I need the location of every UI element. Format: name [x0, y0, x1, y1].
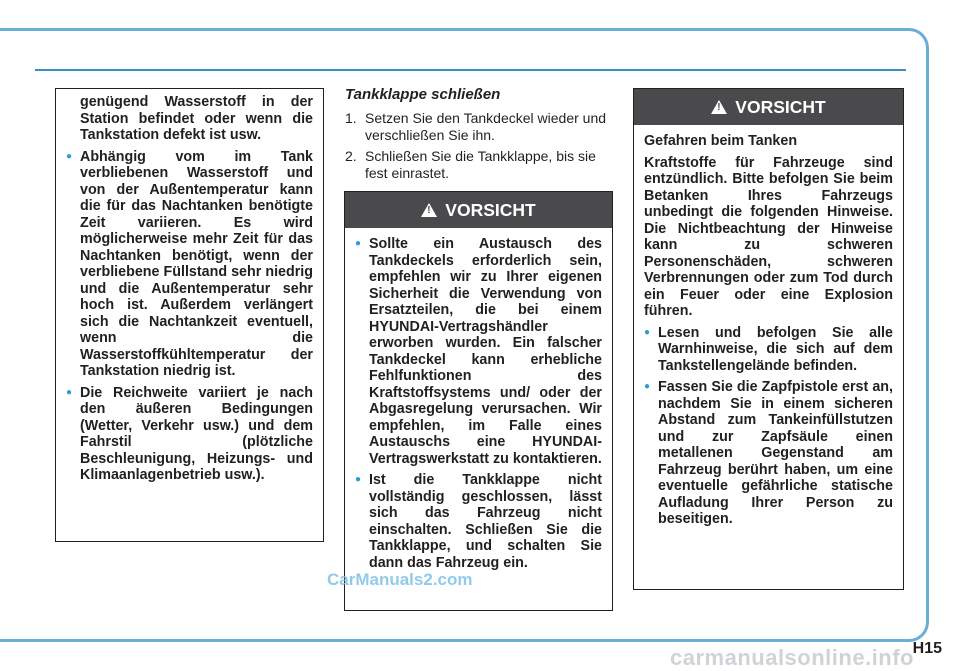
step-text: Setzen Sie den Tankdeckel wieder und verschließen Sie ihn. [365, 110, 607, 143]
warning-triangle-icon: ! [711, 100, 727, 114]
step-number: 2. [345, 148, 357, 164]
caution-header [634, 89, 903, 125]
info-box-refuel-notes [55, 88, 324, 542]
footer-watermark: carmanualsonline.info [670, 645, 914, 670]
header-rule [35, 69, 906, 71]
caution-intro: Kraftstoffe für Fahrzeuge sind entzündlich. Bitte befolgen Sie beim Betanken Ihres Fahrzeugs unbedingt die folgenden Hinweise. Die Nichtbeachtung der Hinweise kann zu schweren Personenschäden, schweren Verbrennungen oder zum Tod durch ein Feuer oder eine Explosion führen. [644, 154, 893, 319]
step-item [345, 148, 615, 181]
caution-label: VORSICHT [445, 199, 536, 220]
inline-watermark: CarManuals2.com [327, 570, 473, 589]
list-item: ● Lesen und befolgen Sie alle Warnhinweise, die sich auf dem Tankstellengelände befinden. [644, 325, 893, 375]
step-item [345, 110, 615, 143]
list-item: ● Fassen Sie die Zapfpistole erst an, nachdem Sie in einem sicheren Abstand zum Tankeinfüllstutzen und zur Zapfsäule einen metallenen Gegenstand am Fahrzeug berührt haben, um eine eventuelle gefährliche statische Aufladung Ihrer Person zu beseitigen. [644, 379, 893, 528]
caution-header [345, 192, 612, 228]
step-number: 1. [345, 110, 357, 126]
section-title: Tankklappe schließen [345, 86, 501, 103]
list-item: ● Ist die Tankklappe nicht vollständig geschlossen, lässt sich das Fahrzeug nicht einschalten. Schließen Sie die Tankklappe, und schalten Sie dann das Fahrzeug ein. [355, 472, 602, 571]
warning-triangle-icon: ! [421, 203, 437, 217]
caution-box-refueling-hazards [633, 88, 904, 590]
caution-label: VORSICHT [735, 96, 826, 117]
list-item: ● Abhängig vom im Tank verbliebenen Wasserstoff und von der Außentemperatur kann die für das Nachtanken benötigte Zeit variieren. Es wird möglicherweise mehr Zeit für das Nachtanken benötigt, wenn der verbliebene Füllstand sehr niedrig und die Außentemperatur sehr hoch ist. Außerdem verlängert sich die Nachtankzeit eventuell, wenn die Wasserstoffkühltemperatur der Tankstation niedrig ist. [66, 149, 313, 380]
continuation-text: genügend Wasserstoff in der Station befindet oder wenn die Tankstation defekt ist usw. [80, 94, 313, 143]
step-list [345, 110, 615, 186]
page-number: H15 [912, 640, 942, 657]
caution-box-fuel-cap [344, 191, 613, 611]
list-item: ● Die Reichweite variiert je nach den äußeren Bedingungen (Wetter, Verkehr usw.) und dem Fahrstil (plötzliche Beschleunigung, Heizungs- und Klimaanlagenbetrieb usw.). [66, 385, 313, 484]
step-text: Schließen Sie die Tankklappe, bis sie fest einrastet. [365, 148, 596, 181]
list-item: ● Sollte ein Austausch des Tankdeckels erforderlich sein, empfehlen wir zu Ihrer eigenen Sicherheit die Verwendung von Ersatzteilen, die bei einem HYUNDAI-Vertragshändler erworben wurden. Ein falscher Tankdeckel kann erhebliche Fehlfunktionen des Kraftstoffsystems und/ oder der Abgasregelung verursachen. Wir empfehlen, im Falle eines Austauschs eine HYUNDAI-Vertragswerkstatt zu kontaktieren. [355, 236, 602, 467]
caution-heading: Gefahren beim Tanken [644, 133, 798, 149]
